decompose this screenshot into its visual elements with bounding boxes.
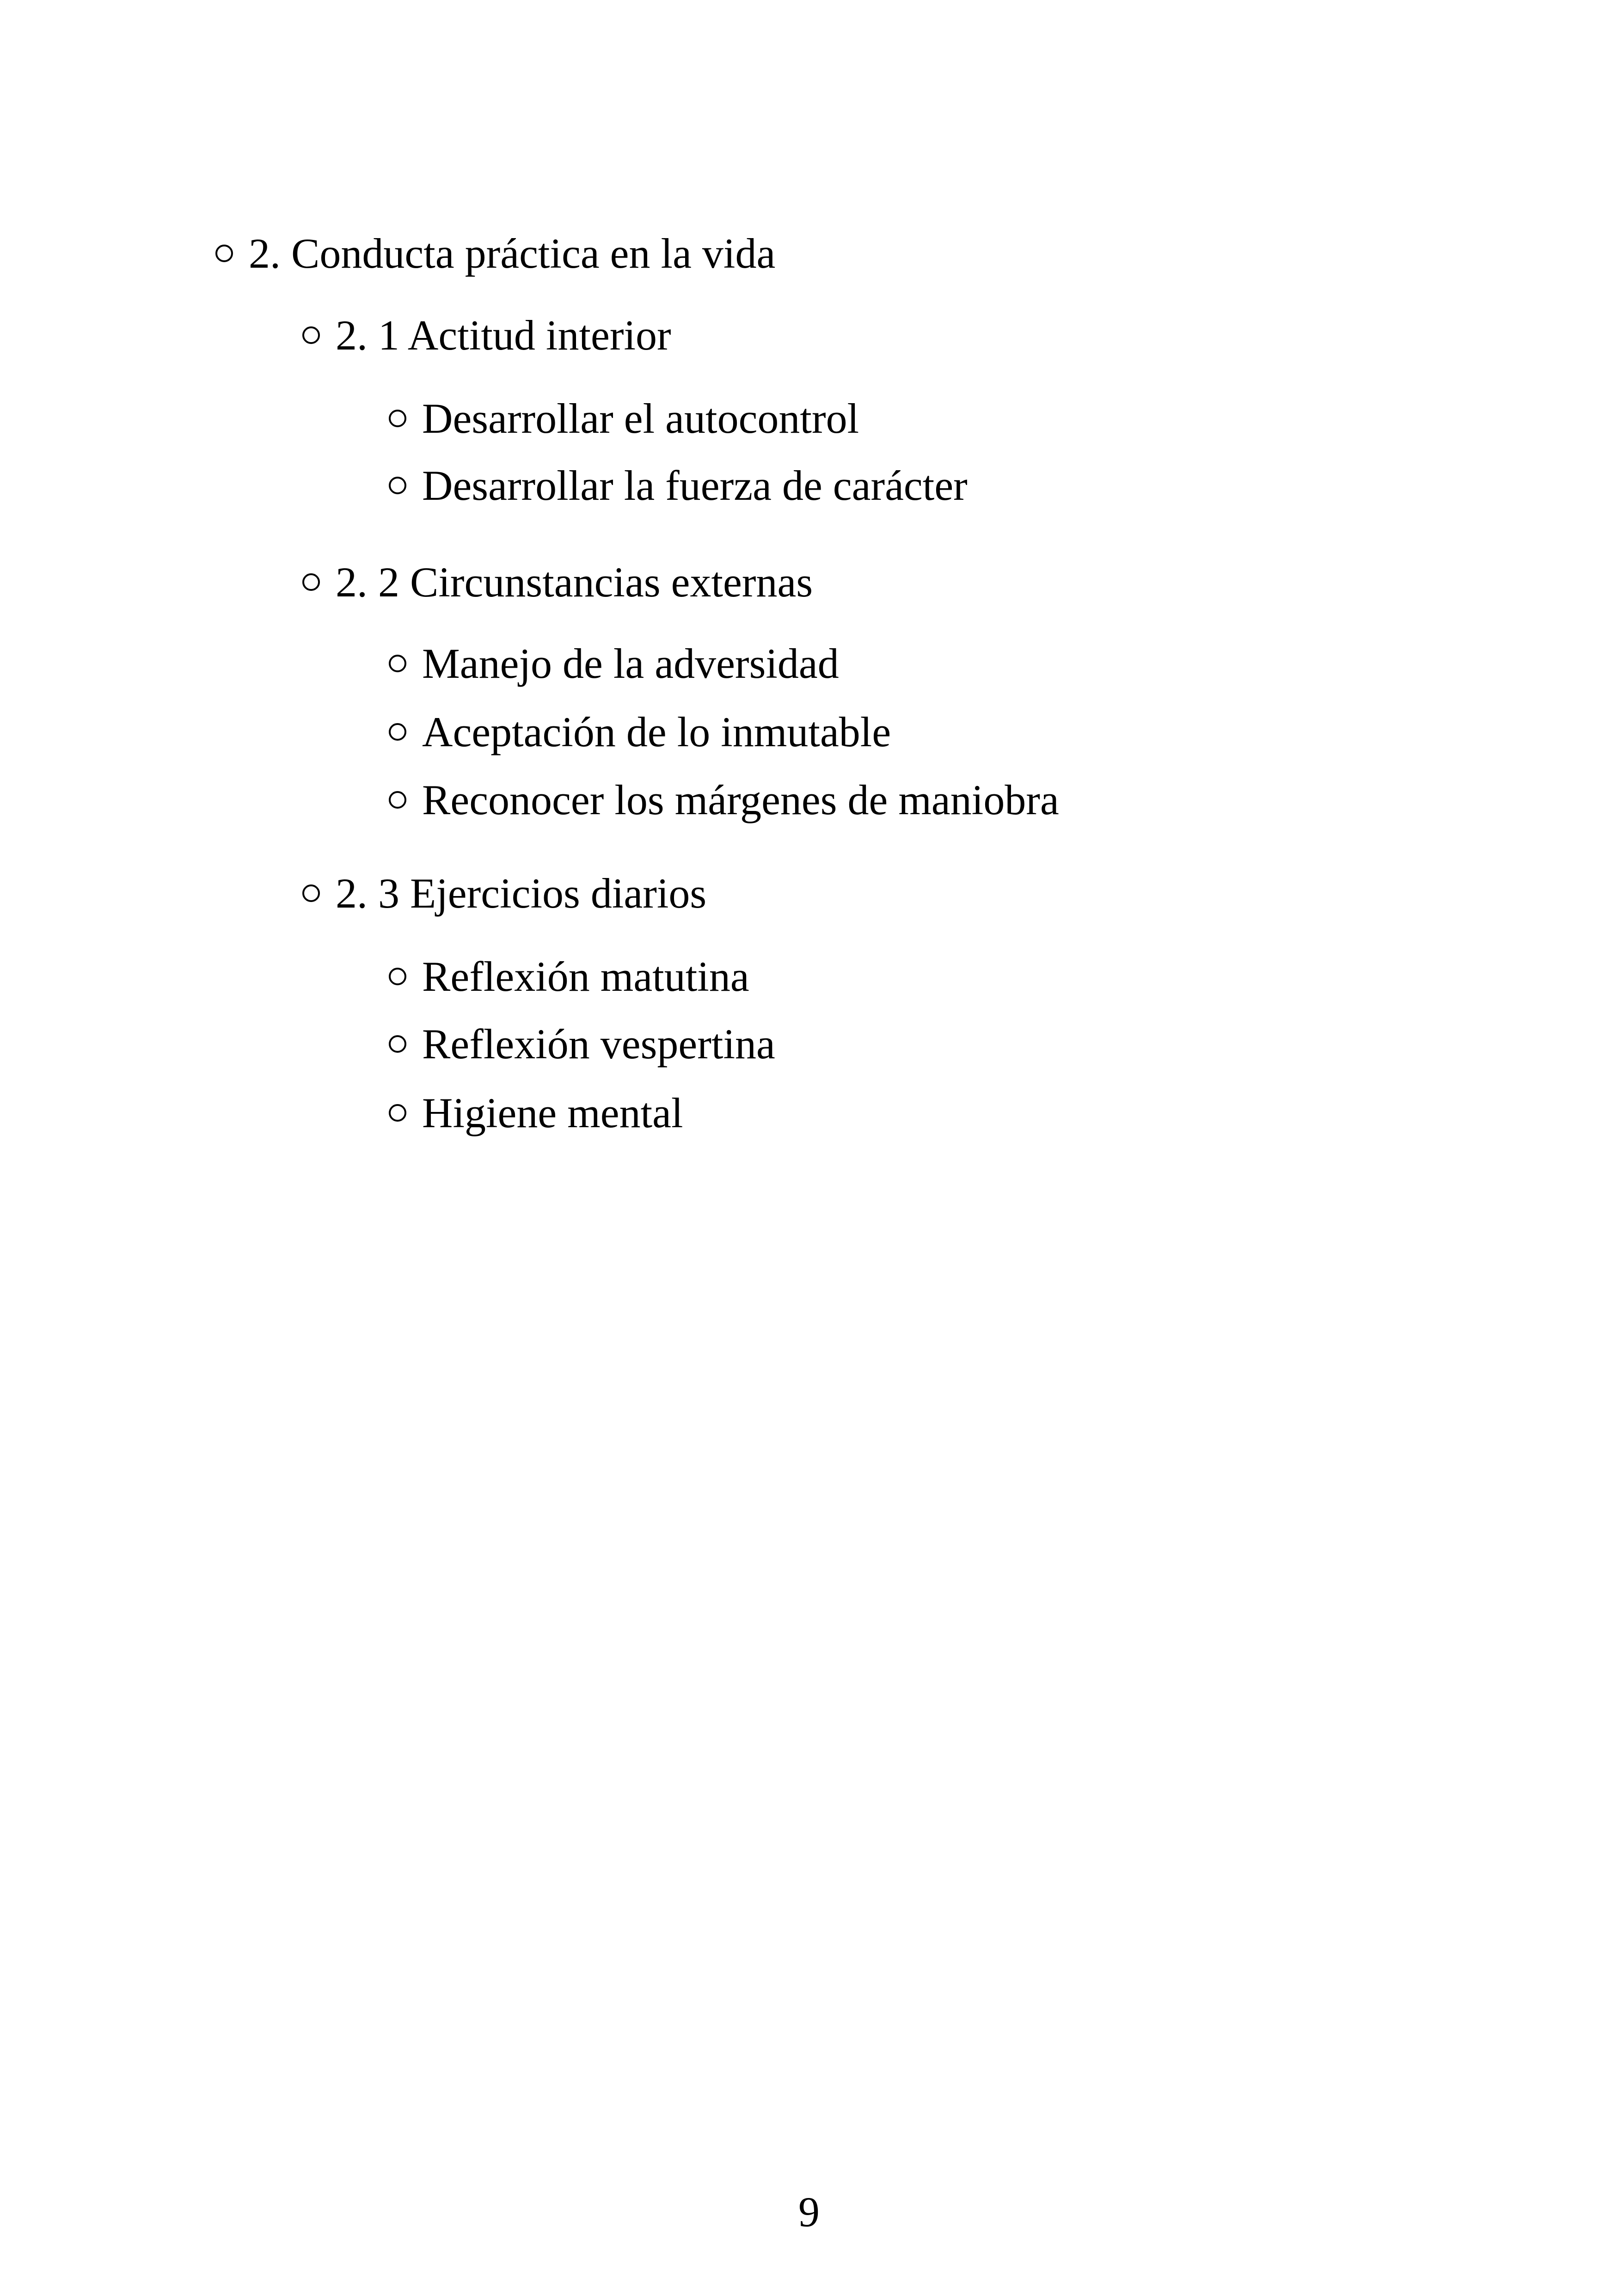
- hollow-circle-bullet-icon: [389, 791, 406, 809]
- outline-subsection: [302, 557, 813, 608]
- outline-item-text: Reflexión matutina: [422, 953, 749, 1000]
- hollow-circle-bullet-icon: [302, 326, 320, 344]
- hollow-circle-bullet-icon: [389, 477, 406, 494]
- outline-item: [389, 393, 859, 444]
- outline-item: [389, 1087, 683, 1138]
- section-heading: 2. Conducta práctica en la vida: [249, 230, 776, 277]
- page-number: 9: [798, 2188, 820, 2235]
- outline-item: [389, 1019, 775, 1069]
- hollow-circle-bullet-icon: [302, 573, 320, 591]
- hollow-circle-bullet-icon: [389, 723, 406, 741]
- subsection-heading: 2. 1 Actitud interior: [336, 312, 671, 359]
- outline-item: [389, 460, 968, 511]
- hollow-circle-bullet-icon: [389, 655, 406, 672]
- hollow-circle-bullet-icon: [389, 1104, 406, 1122]
- outline-item-text: Higiene mental: [422, 1089, 683, 1136]
- subsection-heading: 2. 2 Circunstancias externas: [336, 559, 813, 606]
- outline-item: [389, 951, 749, 1002]
- hollow-circle-bullet-icon: [389, 968, 406, 985]
- subsection-heading: 2. 3 Ejercicios diarios: [336, 870, 707, 917]
- outline-subsection: [302, 868, 706, 919]
- outline-item-text: Reflexión vespertina: [422, 1020, 775, 1068]
- outline-subsection: [302, 310, 671, 361]
- outline-item-text: Aceptación de lo inmutable: [422, 708, 891, 755]
- outline-item-text: Reconocer los márgenes de maniobra: [422, 776, 1059, 823]
- outline-item: [389, 774, 1059, 825]
- hollow-circle-bullet-icon: [302, 884, 320, 902]
- hollow-circle-bullet-icon: [389, 1035, 406, 1053]
- outline-item: [389, 706, 891, 757]
- outline-item: [389, 638, 839, 689]
- outline-section: [215, 228, 775, 279]
- outline-item-text: Manejo de la adversidad: [422, 640, 839, 687]
- outline-item-text: Desarrollar el autocontrol: [422, 395, 859, 442]
- hollow-circle-bullet-icon: [215, 245, 233, 262]
- hollow-circle-bullet-icon: [389, 410, 406, 427]
- outline-item-text: Desarrollar la fuerza de carácter: [422, 462, 968, 509]
